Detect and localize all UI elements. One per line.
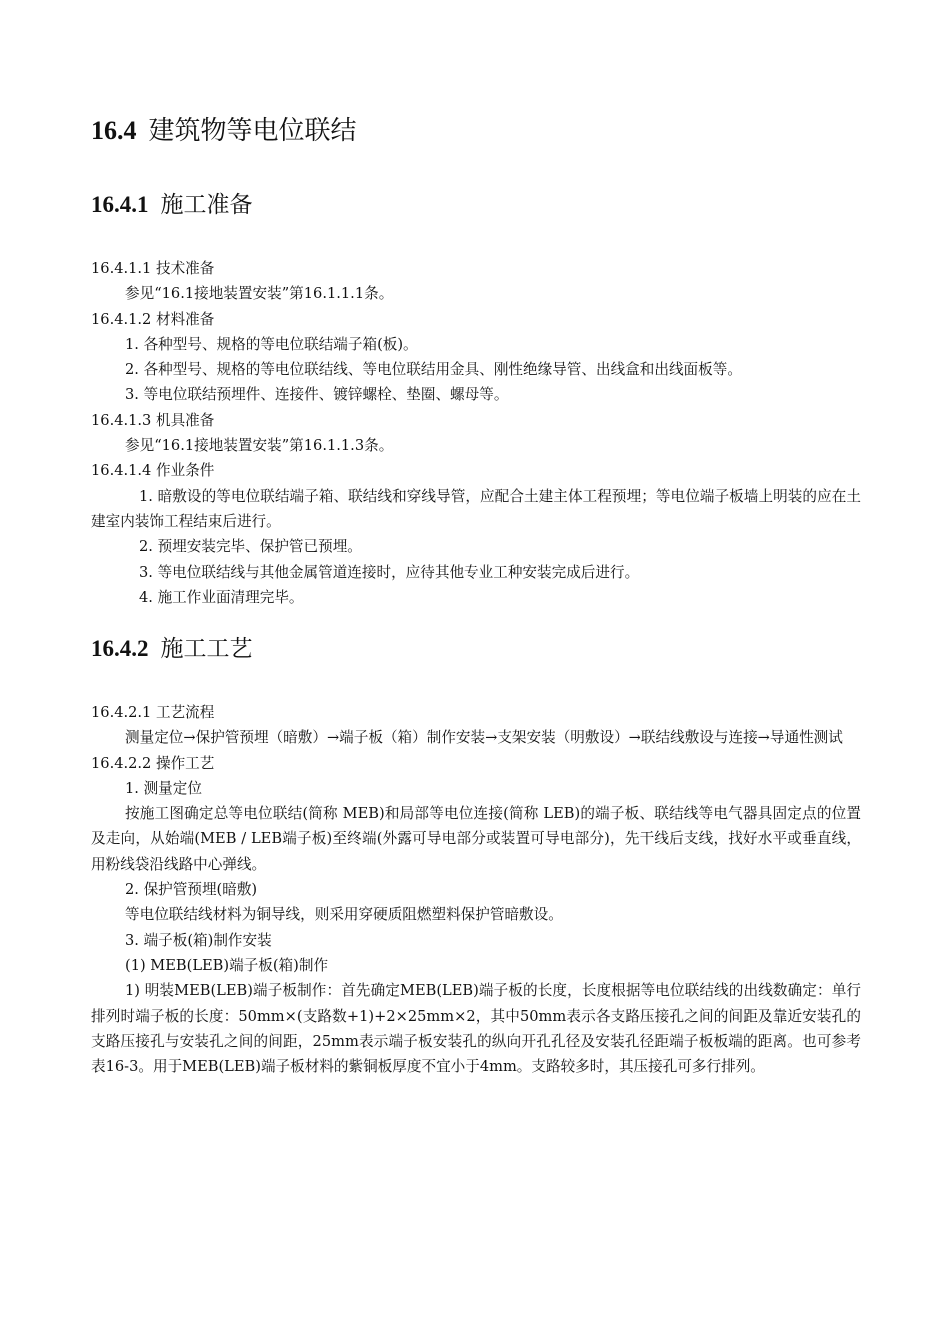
list-item: 1. 各种型号、规格的等电位联结端子箱(板)。	[125, 335, 418, 353]
clause-heading: 16.4.1.1 技术准备	[91, 260, 215, 277]
preparation-body	[91, 256, 861, 610]
clause-heading: 16.4.1.2 材料准备	[91, 310, 215, 328]
paragraph: 参见“16.1接地装置安装”第16.1.1.3条。	[125, 437, 394, 455]
subsection-heading-process: 16.4.2 施工工艺	[91, 636, 253, 662]
list-item: 3. 等电位联结预埋件、连接件、镀锌螺栓、垫圈、螺母等。	[125, 386, 509, 404]
list-item: 2. 保护管预埋(暗敷)	[125, 881, 258, 899]
paragraph: 参见“16.1接地装置安装”第16.1.1.1条。	[125, 285, 394, 303]
paragraph: 测量定位→保护管预埋（暗敷）→端子板（箱）制作安装→支架安装（明敷设）→联结线敷设与连接→导通性测试	[125, 729, 843, 747]
list-item: 2. 预埋安装完毕、保护管已预埋。	[139, 538, 362, 556]
clause-heading: 16.4.1.3 机具准备	[91, 411, 215, 429]
subsection-heading-preparation: 16.4.1 施工准备	[91, 192, 253, 218]
list-item: 2. 各种型号、规格的等电位联结线、等电位联结用金具、刚性绝缘导管、出线盒和出线面板等。	[125, 361, 742, 379]
list-item: (1) MEB(LEB)端子板(箱)制作	[125, 956, 329, 974]
paragraph: 按施工图确定总等电位联结(简称 MEB)和局部等电位连接(简称 LEB)的端子板、联结线等电气器具固定点的位置及走向，从始端(MEB / LEB端子板)至终端(外露可导电部分或装置可导电部分)，先干线后支线，找好水平或垂直线，用粉线袋沿线路中心弹线。	[91, 805, 861, 873]
clause-heading: 16.4.2.2 操作工艺	[91, 754, 215, 772]
paragraph: 1) 明装MEB(LEB)端子板制作：首先确定MEB(LEB)端子板的长度，长度根据等电位联结线的出线数确定：单行排列时端子板的长度：50mm×(支路数+1)+2×25mm×2，其中50mm表示各支路压接孔之间的间距及靠近安装孔的支路压接孔与安装孔之间的间距，25mm表示端子板安装孔的纵向开孔孔径及安装孔径距端子板板端的距离。也可参考表16-3。用于MEB(LEB)端子板材料的紫铜板厚度不宜小于4mm。支路较多时，其压接孔可多行排列。	[91, 982, 861, 1076]
process-body	[91, 700, 861, 1079]
section-title: 16.4 建筑物等电位联结	[91, 116, 357, 146]
clause-heading: 16.4.1.4 作业条件	[91, 462, 215, 480]
list-item: 3. 等电位联结线与其他金属管道连接时，应待其他专业工种安装完成后进行。	[139, 563, 640, 581]
list-item: 1. 暗敷设的等电位联结端子箱、联结线和穿线导管，应配合土建主体工程预埋；等电位端子板墙上明装的应在土建室内装饰工程结束后进行。	[91, 487, 861, 530]
list-item: 3. 端子板(箱)制作安装	[125, 931, 272, 949]
clause-heading: 16.4.2.1 工艺流程	[91, 704, 215, 721]
list-item: 4. 施工作业面清理完毕。	[139, 588, 304, 606]
paragraph: 等电位联结线材料为铜导线，则采用穿硬质阻燃塑料保护管暗敷设。	[125, 906, 563, 924]
list-item: 1. 测量定位	[125, 779, 202, 797]
